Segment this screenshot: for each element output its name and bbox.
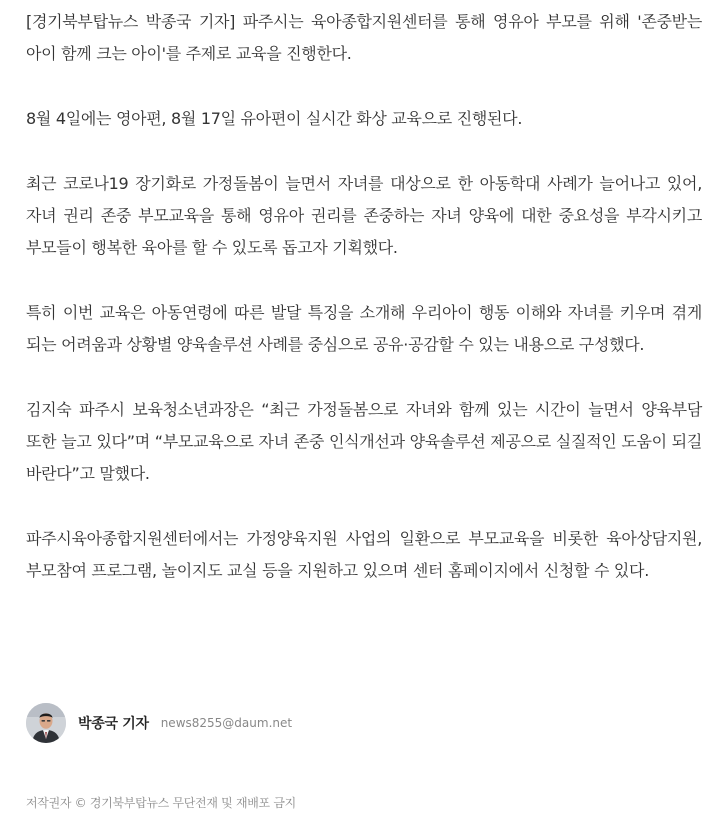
copyright-notice: 저작권자 © 경기북부탑뉴스 무단전재 및 재배포 금지	[26, 796, 296, 810]
article-paragraph-center: 파주시육아종합지원센터에서는 가정양육지원 사업의 일환으로 부모교육을 비롯한 육아상담지원, 부모참여 프로그램, 놀이지도 교실 등을 지원하고 있으며 센터 홈페이지에서 신청할 수 있다.	[26, 529, 702, 580]
article-paragraph-quote: 김지숙 파주시 보육청소년과장은 “최근 가정돌봄으로 자녀와 함께 있는 시간이 늘면서 양육부담 또한 늘고 있다”며 “부모교육으로 자녀 존중 인식개선과 양육솔루션 제공으로 실질적인 도움이 되길 바란다”고 말했다.	[26, 400, 702, 483]
article-paragraph-lead: [경기북부탑뉴스 박종국 기자] 파주시는 육아종합지원센터를 통해 영유아 부모를 위해 '존중받는 아이 함께 크는 아이'를 주제로 교육을 진행한다.	[26, 12, 702, 63]
reporter-email[interactable]: news8255@daum.net	[160, 716, 293, 730]
article-body	[26, 6, 702, 620]
article-paragraph-schedule: 8월 4일에는 영아편, 8월 17일 유아편이 실시간 화상 교육으로 진행된다.	[26, 109, 523, 128]
reporter-byline	[26, 703, 292, 743]
reporter-avatar[interactable]	[26, 703, 66, 743]
article-paragraph-background: 최근 코로나19 장기화로 가정돌봄이 늘면서 자녀를 대상으로 한 아동학대 사례가 늘어나고 있어, 자녀 권리 존중 부모교육을 통해 영유아 권리를 존중하는 자녀 양육에 대한 중요성을 부각시키고 부모들이 행복한 육아를 할 수 있도록 돕고자 기획했다.	[26, 174, 702, 257]
reporter-photo-icon	[26, 703, 66, 743]
reporter-name[interactable]: 박종국 기자	[78, 716, 149, 732]
article-paragraph-content: 특히 이번 교육은 아동연령에 따른 발달 특징을 소개해 우리아이 행동 이해와 자녀를 키우며 겪게 되는 어려움과 상황별 양육솔루션 사례를 중심으로 공유·공감할 수 있는 내용으로 구성했다.	[26, 303, 702, 354]
